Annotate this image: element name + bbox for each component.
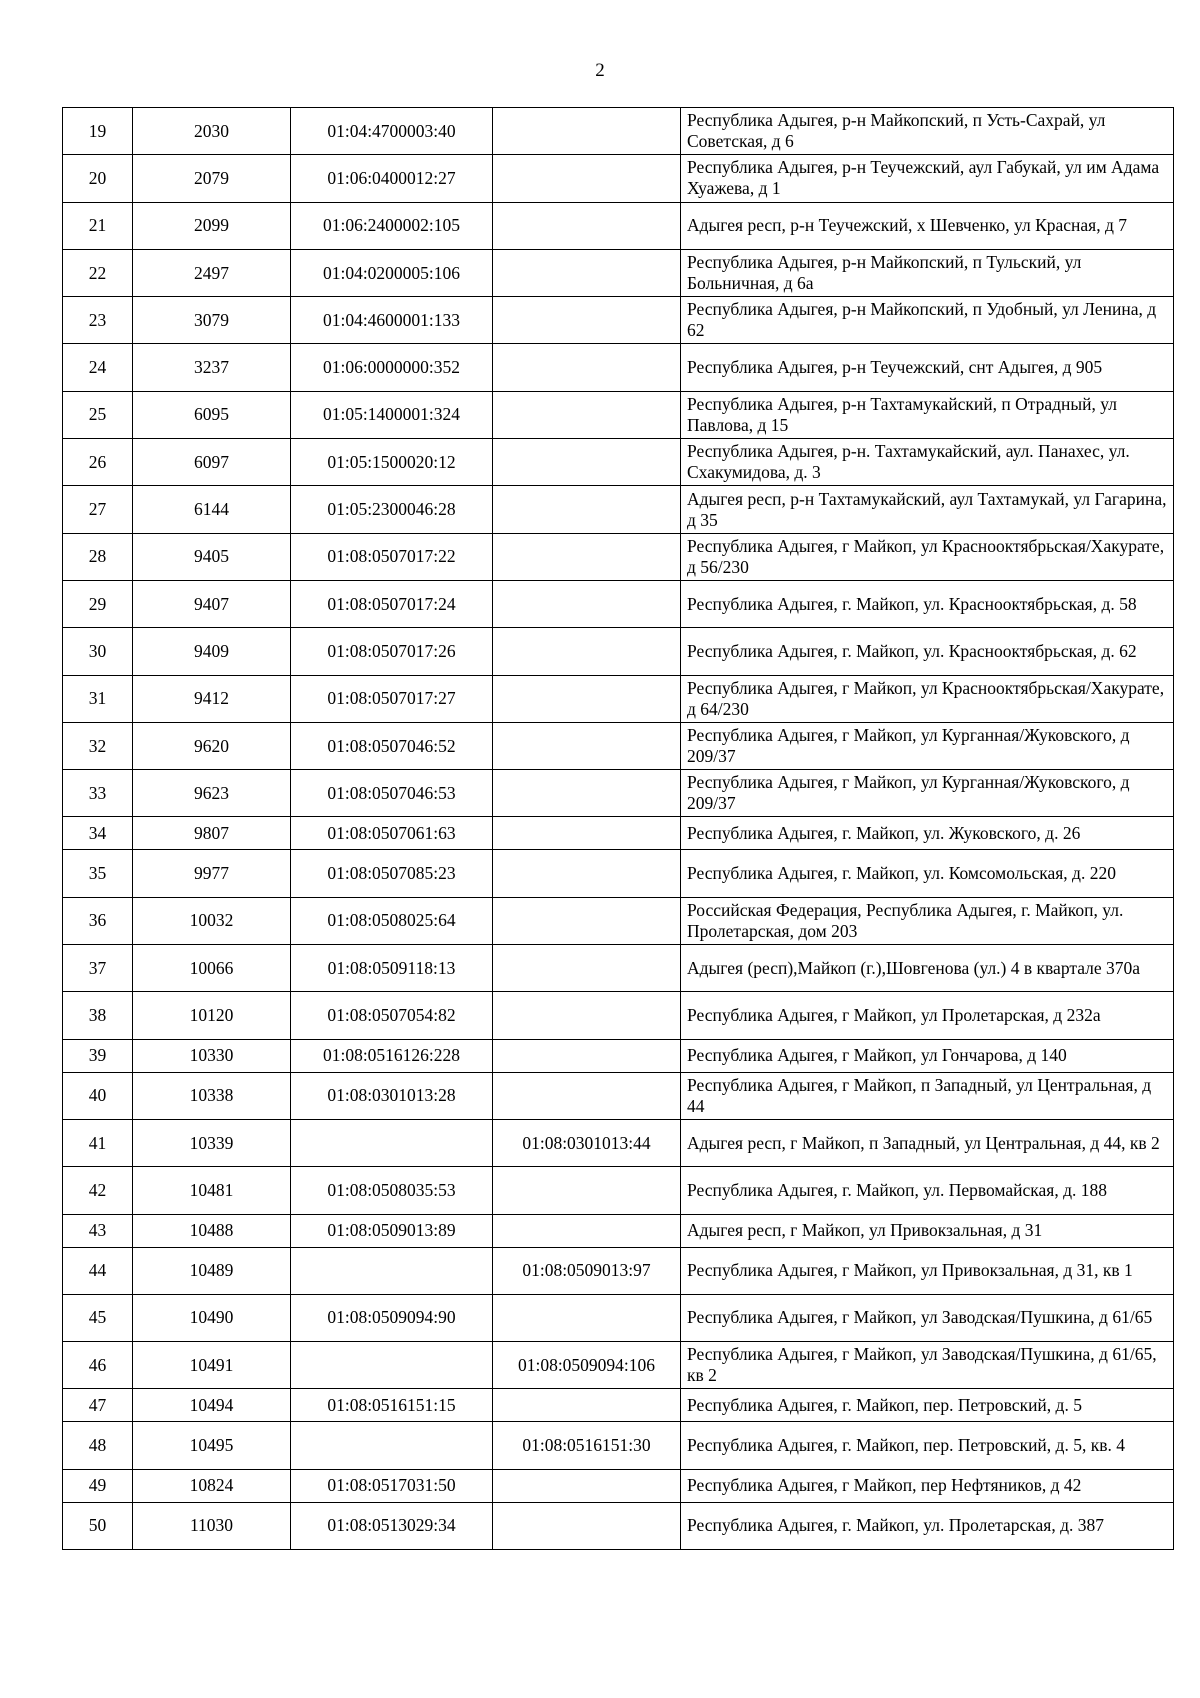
object-id-cell: 10490 — [133, 1294, 291, 1341]
room-cadastral-number-cell — [493, 1214, 681, 1247]
address-cell: Республика Адыгея, г. Майкоп, ул. Первомайская, д. 188 — [681, 1167, 1174, 1214]
table-row — [63, 1502, 1174, 1549]
table-row — [63, 1389, 1174, 1422]
room-cadastral-number-cell — [493, 850, 681, 897]
object-id-cell: 10824 — [133, 1469, 291, 1502]
object-id-cell: 10032 — [133, 897, 291, 944]
table-row — [63, 580, 1174, 627]
cadastral-number-cell: 01:04:0200005:106 — [291, 249, 493, 296]
table-row — [63, 297, 1174, 344]
table-row — [63, 945, 1174, 992]
row-number-cell: 24 — [63, 344, 133, 391]
address-cell: Российская Федерация, Республика Адыгея, г. Майкоп, ул. Пролетарская, дом 203 — [681, 897, 1174, 944]
row-number-cell: 29 — [63, 580, 133, 627]
table-row — [63, 202, 1174, 249]
room-cadastral-number-cell — [493, 1294, 681, 1341]
cadastral-number-cell: 01:06:2400002:105 — [291, 202, 493, 249]
cadastral-number-cell: 01:08:0516126:228 — [291, 1039, 493, 1072]
address-cell: Республика Адыгея, р-н Тахтамукайский, п Отрадный, ул Павлова, д 15 — [681, 391, 1174, 438]
room-cadastral-number-cell — [493, 391, 681, 438]
address-cell: Адыгея респ, р-н Теучежский, х Шевченко, ул Красная, д 7 — [681, 202, 1174, 249]
cadastral-number-cell: 01:08:0507017:22 — [291, 533, 493, 580]
object-id-cell: 11030 — [133, 1502, 291, 1549]
cadastral-number-cell: 01:08:0507046:53 — [291, 770, 493, 817]
row-number-cell: 36 — [63, 897, 133, 944]
object-id-cell: 10330 — [133, 1039, 291, 1072]
row-number-cell: 38 — [63, 992, 133, 1039]
cadastral-number-cell: 01:08:0507017:26 — [291, 628, 493, 675]
address-cell: Республика Адыгея, г. Майкоп, пер. Петровский, д. 5, кв. 4 — [681, 1422, 1174, 1469]
room-cadastral-number-cell — [493, 1502, 681, 1549]
cadastral-number-cell: 01:06:0400012:27 — [291, 155, 493, 202]
object-id-cell: 2030 — [133, 108, 291, 155]
row-number-cell: 34 — [63, 817, 133, 850]
room-cadastral-number-cell — [493, 1072, 681, 1119]
table-row — [63, 1214, 1174, 1247]
room-cadastral-number-cell — [493, 202, 681, 249]
object-id-cell: 6097 — [133, 439, 291, 486]
object-id-cell: 6095 — [133, 391, 291, 438]
cadastral-number-cell: 01:04:4700003:40 — [291, 108, 493, 155]
table-row — [63, 108, 1174, 155]
table-row — [63, 722, 1174, 769]
row-number-cell: 37 — [63, 945, 133, 992]
object-id-cell: 10481 — [133, 1167, 291, 1214]
row-number-cell: 33 — [63, 770, 133, 817]
room-cadastral-number-cell — [493, 770, 681, 817]
object-id-cell: 9409 — [133, 628, 291, 675]
room-cadastral-number-cell: 01:08:0301013:44 — [493, 1119, 681, 1166]
room-cadastral-number-cell — [493, 817, 681, 850]
room-cadastral-number-cell — [493, 249, 681, 296]
cadastral-number-cell: 01:08:0301013:28 — [291, 1072, 493, 1119]
cadastral-number-cell: 01:08:0507054:82 — [291, 992, 493, 1039]
address-cell: Республика Адыгея, г Майкоп, ул Пролетарская, д 232а — [681, 992, 1174, 1039]
object-id-cell: 2497 — [133, 249, 291, 296]
room-cadastral-number-cell — [493, 533, 681, 580]
table-row — [63, 391, 1174, 438]
table-row — [63, 1422, 1174, 1469]
room-cadastral-number-cell: 01:08:0516151:30 — [493, 1422, 681, 1469]
address-cell: Республика Адыгея, г Майкоп, ул Краснооктябрьская/Хакурате, д 64/230 — [681, 675, 1174, 722]
row-number-cell: 35 — [63, 850, 133, 897]
object-id-cell: 9407 — [133, 580, 291, 627]
row-number-cell: 21 — [63, 202, 133, 249]
address-cell: Республика Адыгея, р-н. Тахтамукайский, аул. Панахес, ул. Схакумидова, д. 3 — [681, 439, 1174, 486]
object-id-cell: 3079 — [133, 297, 291, 344]
room-cadastral-number-cell: 01:08:0509094:106 — [493, 1342, 681, 1389]
address-cell: Республика Адыгея, г Майкоп, п Западный, ул Центральная, д 44 — [681, 1072, 1174, 1119]
address-cell: Республика Адыгея, р-н Майкопский, п Усть-Сахрай, ул Советская, д 6 — [681, 108, 1174, 155]
address-cell: Республика Адыгея, г Майкоп, ул Заводская/Пушкина, д 61/65 — [681, 1294, 1174, 1341]
room-cadastral-number-cell: 01:08:0509013:97 — [493, 1247, 681, 1294]
table-row — [63, 1342, 1174, 1389]
table-row — [63, 992, 1174, 1039]
table-row — [63, 770, 1174, 817]
object-id-cell: 10495 — [133, 1422, 291, 1469]
address-cell: Республика Адыгея, г. Майкоп, пер. Петровский, д. 5 — [681, 1389, 1174, 1422]
row-number-cell: 41 — [63, 1119, 133, 1166]
object-id-cell: 2079 — [133, 155, 291, 202]
row-number-cell: 19 — [63, 108, 133, 155]
cadastral-number-cell: 01:08:0507046:52 — [291, 722, 493, 769]
property-registry-table — [62, 107, 1174, 1550]
table-row — [63, 439, 1174, 486]
row-number-cell: 40 — [63, 1072, 133, 1119]
room-cadastral-number-cell — [493, 945, 681, 992]
table-row — [63, 675, 1174, 722]
address-cell: Республика Адыгея, г Майкоп, ул Курганная/Жуковского, д 209/37 — [681, 770, 1174, 817]
object-id-cell: 10066 — [133, 945, 291, 992]
address-cell: Республика Адыгея, г. Майкоп, ул. Жуковского, д. 26 — [681, 817, 1174, 850]
row-number-cell: 46 — [63, 1342, 133, 1389]
cadastral-number-cell: 01:08:0509118:13 — [291, 945, 493, 992]
address-cell: Республика Адыгея, г Майкоп, ул Заводская/Пушкина, д 61/65, кв 2 — [681, 1342, 1174, 1389]
table-row — [63, 1039, 1174, 1072]
table-row — [63, 1294, 1174, 1341]
address-cell: Адыгея респ, г Майкоп, ул Привокзальная, д 31 — [681, 1214, 1174, 1247]
row-number-cell: 23 — [63, 297, 133, 344]
registry-table-body — [63, 108, 1174, 1550]
row-number-cell: 27 — [63, 486, 133, 533]
row-number-cell: 44 — [63, 1247, 133, 1294]
cadastral-number-cell: 01:05:1500020:12 — [291, 439, 493, 486]
room-cadastral-number-cell — [493, 675, 681, 722]
room-cadastral-number-cell — [493, 897, 681, 944]
table-row — [63, 1167, 1174, 1214]
cadastral-number-cell — [291, 1342, 493, 1389]
object-id-cell: 10339 — [133, 1119, 291, 1166]
address-cell: Республика Адыгея, р-н Майкопский, п Тульский, ул Больничная, д 6а — [681, 249, 1174, 296]
room-cadastral-number-cell — [493, 1389, 681, 1422]
object-id-cell: 10338 — [133, 1072, 291, 1119]
room-cadastral-number-cell — [493, 439, 681, 486]
cadastral-number-cell: 01:08:0507085:23 — [291, 850, 493, 897]
room-cadastral-number-cell — [493, 1469, 681, 1502]
room-cadastral-number-cell — [493, 344, 681, 391]
cadastral-number-cell: 01:08:0513029:34 — [291, 1502, 493, 1549]
object-id-cell: 10489 — [133, 1247, 291, 1294]
row-number-cell: 31 — [63, 675, 133, 722]
object-id-cell: 9405 — [133, 533, 291, 580]
cadastral-number-cell: 01:08:0507061:63 — [291, 817, 493, 850]
address-cell: Республика Адыгея, р-н Майкопский, п Удобный, ул Ленина, д 62 — [681, 297, 1174, 344]
address-cell: Республика Адыгея, г Майкоп, пер Нефтяников, д 42 — [681, 1469, 1174, 1502]
row-number-cell: 22 — [63, 249, 133, 296]
room-cadastral-number-cell — [493, 108, 681, 155]
row-number-cell: 32 — [63, 722, 133, 769]
table-row — [63, 817, 1174, 850]
cadastral-number-cell: 01:04:4600001:133 — [291, 297, 493, 344]
cadastral-number-cell: 01:08:0507017:27 — [291, 675, 493, 722]
cadastral-number-cell: 01:08:0508025:64 — [291, 897, 493, 944]
cadastral-number-cell: 01:05:1400001:324 — [291, 391, 493, 438]
address-cell: Республика Адыгея, г Майкоп, ул Курганная/Жуковского, д 209/37 — [681, 722, 1174, 769]
cadastral-number-cell: 01:06:0000000:352 — [291, 344, 493, 391]
row-number-cell: 28 — [63, 533, 133, 580]
row-number-cell: 43 — [63, 1214, 133, 1247]
table-row — [63, 344, 1174, 391]
row-number-cell: 50 — [63, 1502, 133, 1549]
room-cadastral-number-cell — [493, 155, 681, 202]
address-cell: Республика Адыгея, г Майкоп, ул Краснооктябрьская/Хакурате, д 56/230 — [681, 533, 1174, 580]
room-cadastral-number-cell — [493, 486, 681, 533]
cadastral-number-cell: 01:08:0516151:15 — [291, 1389, 493, 1422]
cadastral-number-cell: 01:08:0508035:53 — [291, 1167, 493, 1214]
address-cell: Республика Адыгея, г Майкоп, ул Гончарова, д 140 — [681, 1039, 1174, 1072]
cadastral-number-cell — [291, 1422, 493, 1469]
room-cadastral-number-cell — [493, 628, 681, 675]
address-cell: Республика Адыгея, г. Майкоп, ул. Краснооктябрьская, д. 62 — [681, 628, 1174, 675]
room-cadastral-number-cell — [493, 722, 681, 769]
address-cell: Республика Адыгея, г. Майкоп, ул. Пролетарская, д. 387 — [681, 1502, 1174, 1549]
table-row — [63, 1119, 1174, 1166]
room-cadastral-number-cell — [493, 992, 681, 1039]
row-number-cell: 39 — [63, 1039, 133, 1072]
object-id-cell: 9977 — [133, 850, 291, 897]
object-id-cell: 9620 — [133, 722, 291, 769]
address-cell: Республика Адыгея, г. Майкоп, ул. Краснооктябрьская, д. 58 — [681, 580, 1174, 627]
table-row — [63, 628, 1174, 675]
object-id-cell: 10491 — [133, 1342, 291, 1389]
object-id-cell: 10120 — [133, 992, 291, 1039]
table-row — [63, 1072, 1174, 1119]
table-row — [63, 850, 1174, 897]
address-cell: Адыгея респ, г Майкоп, п Западный, ул Центральная, д 44, кв 2 — [681, 1119, 1174, 1166]
object-id-cell: 9807 — [133, 817, 291, 850]
object-id-cell: 9412 — [133, 675, 291, 722]
table-row — [63, 155, 1174, 202]
address-cell: Республика Адыгея, р-н Теучежский, аул Габукай, ул им Адама Хуажева, д 1 — [681, 155, 1174, 202]
address-cell: Республика Адыгея, г. Майкоп, ул. Комсомольская, д. 220 — [681, 850, 1174, 897]
row-number-cell: 47 — [63, 1389, 133, 1422]
row-number-cell: 30 — [63, 628, 133, 675]
room-cadastral-number-cell — [493, 580, 681, 627]
table-row — [63, 249, 1174, 296]
object-id-cell: 10494 — [133, 1389, 291, 1422]
room-cadastral-number-cell — [493, 1167, 681, 1214]
row-number-cell: 45 — [63, 1294, 133, 1341]
table-row — [63, 486, 1174, 533]
object-id-cell: 6144 — [133, 486, 291, 533]
row-number-cell: 48 — [63, 1422, 133, 1469]
row-number-cell: 25 — [63, 391, 133, 438]
row-number-cell: 42 — [63, 1167, 133, 1214]
row-number-cell: 26 — [63, 439, 133, 486]
cadastral-number-cell: 01:05:2300046:28 — [291, 486, 493, 533]
object-id-cell: 10488 — [133, 1214, 291, 1247]
cadastral-number-cell: 01:08:0509013:89 — [291, 1214, 493, 1247]
address-cell: Республика Адыгея, г Майкоп, ул Привокзальная, д 31, кв 1 — [681, 1247, 1174, 1294]
object-id-cell: 3237 — [133, 344, 291, 391]
table-row — [63, 1247, 1174, 1294]
table-row — [63, 533, 1174, 580]
cadastral-number-cell: 01:08:0509094:90 — [291, 1294, 493, 1341]
table-row — [63, 1469, 1174, 1502]
cadastral-number-cell — [291, 1119, 493, 1166]
object-id-cell: 9623 — [133, 770, 291, 817]
room-cadastral-number-cell — [493, 297, 681, 344]
row-number-cell: 49 — [63, 1469, 133, 1502]
cadastral-number-cell — [291, 1247, 493, 1294]
cadastral-number-cell: 01:08:0517031:50 — [291, 1469, 493, 1502]
object-id-cell: 2099 — [133, 202, 291, 249]
table-row — [63, 897, 1174, 944]
room-cadastral-number-cell — [493, 1039, 681, 1072]
address-cell: Адыгея (респ),Майкоп (г.),Шовгенова (ул.) 4 в квартале 370а — [681, 945, 1174, 992]
page-number: 2 — [595, 60, 605, 81]
address-cell: Адыгея респ, р-н Тахтамукайский, аул Тахтамукай, ул Гагарина, д 35 — [681, 486, 1174, 533]
row-number-cell: 20 — [63, 155, 133, 202]
address-cell: Республика Адыгея, р-н Теучежский, снт Адыгея, д 905 — [681, 344, 1174, 391]
cadastral-number-cell: 01:08:0507017:24 — [291, 580, 493, 627]
